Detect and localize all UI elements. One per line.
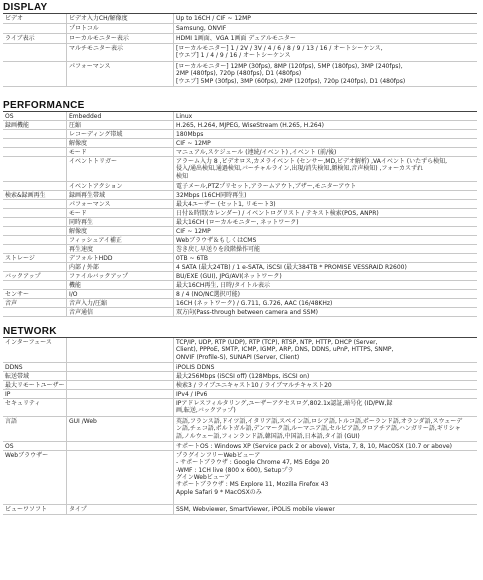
table-row [3, 121, 477, 130]
row-category: 言語 [5, 418, 18, 425]
table-row [3, 218, 477, 227]
row-value: Samsung, ONVIF [176, 25, 227, 32]
performance-table [3, 112, 477, 317]
table-row [3, 390, 477, 399]
table-row [3, 281, 477, 290]
row-value: CIF ~ 12MP [176, 228, 211, 235]
row-item: デフォルトHDD [69, 255, 113, 262]
row-category: 転送帯域 [5, 373, 30, 380]
table-row [3, 417, 477, 442]
row-value: 最大16CH (ローカルモニター, ネットワーク) [176, 219, 299, 226]
row-item: 圧縮 [69, 122, 82, 129]
row-item: 解像度 [69, 140, 88, 147]
row-value: 最大4ユーザー (セット1, リモート3) [176, 201, 276, 208]
row-category: ストレージ [5, 255, 35, 262]
table-row [3, 24, 477, 34]
row-category: OS [5, 443, 14, 450]
table-row [3, 505, 477, 515]
row-item: レコーディング帯域 [69, 131, 123, 138]
row-category: DDNS [5, 364, 23, 371]
row-value: IPv4 / IPv6 [176, 391, 208, 398]
table-row [3, 182, 477, 191]
row-value: Up to 16CH / CIF ~ 12MP [176, 15, 251, 22]
row-value: サポートOS : Windows XP (Service pack 2 or above), Vista, 7, 8, 10, MacOSX (10.7 or above) [176, 443, 453, 450]
section-title-performance: PERFORMANCE [3, 100, 477, 112]
row-value: BU/EXE (GUI), JPG/AVI(ネットワーク) [176, 273, 282, 280]
row-value: HDMI 1画面、VGA 1画面 デュアルモニター [176, 35, 296, 42]
table-row [3, 209, 477, 218]
row-item: モード [69, 149, 87, 156]
row-item: マルチモニター表示 [69, 45, 124, 52]
row-item: Embedded [69, 113, 102, 120]
row-item: タイプ [69, 506, 87, 513]
table-row [3, 34, 477, 44]
row-item: ファイルバックアップ [69, 273, 129, 280]
row-category: センサー [5, 291, 30, 298]
row-item: 機能 [69, 282, 82, 289]
row-value: アラーム入力 8 ,ビデオロス,カメライベント (センサー,MD,ビデオ解析) ,VAイベント (いたずら検知, 侵入/通出検知,通過検知,バーチャルライン,出現/消失検知,顔検知,音声検知) ,フォーカスずれ 検知 [176, 158, 448, 180]
table-row [3, 254, 477, 263]
table-row [3, 290, 477, 299]
row-value: 4 SATA (最大24TB) / 1 e-SATA, iSCSI (最大384TB * PROMISE VESSRAID R2600) [176, 264, 407, 271]
table-row [3, 112, 477, 121]
table-row [3, 263, 477, 272]
row-value: CIF ~ 12MP [176, 140, 211, 147]
row-category: バックアップ [5, 273, 41, 280]
row-item: 解像度 [69, 228, 88, 235]
row-category: Webブラウザー [5, 452, 49, 459]
row-value: [ローカルモニター] 12MP (30fps), 8MP (120fps), 5MP (180fps), 3MP (240fps), 2MP (480fps), 720p (480fps), D1 (480fps) [ウエブ] 5MP (30fps), 3MP (60fps), 2MP (120fps), 720p (240fps), D1 (480fps) [176, 63, 406, 85]
row-value: 最大256Mbps (iSCSI off) (128Mbps, iSCSI on) [176, 373, 310, 380]
table-row [3, 338, 477, 363]
row-value: TCP/IP, UDP, RTP (UDP), RTP (TCP), RTSP, NTP, HTTP, DHCP (Server, Client), PPPoE, SMTP, ICMP, IGMP, ARP, DNS, DDNS, uPnP, HTTPS, SNMP, ONVIF (Profile-S), SUNAPI (Server, Client) [176, 339, 394, 361]
table-row [3, 62, 477, 87]
row-value: マニュアル,スケジュール (連続/イベント) ,イベント (前/後) [176, 149, 337, 156]
row-item: イベントアクション [69, 183, 123, 190]
table-row [3, 227, 477, 236]
table-row [3, 381, 477, 390]
row-category: 最大リモートユーザー [5, 382, 65, 389]
row-value: プラグインフリーWebビューア - サポートブラウザ : Google Chrome 47, MS Edge 20 -WMF : 1CH live (800 x 600), Setupプラ グインWebビューア サポートブラウザ : MS Explore 11, Mozilla Firefox 43 Apple Safari 9 * MacOSXのみ [176, 452, 330, 496]
row-value: Webブラウザ＆もしくはCMS [176, 237, 257, 244]
row-item: プロトコル [69, 25, 99, 32]
row-category: セキュリティ [5, 400, 41, 407]
row-item: ビデオ入力CH/解像度 [69, 15, 128, 22]
row-value: 巻き戻し早送りを段階操作可能 [176, 246, 261, 253]
table-row [3, 272, 477, 281]
row-category: IP [5, 391, 11, 398]
row-item: パフォーマンス [69, 63, 111, 70]
row-value: 双方向(Pass-through between camera and SSM) [176, 309, 319, 316]
row-value: [ローカルモニター] 1 / 2V / 3V / 4 / 6 / 8 / 9 / 13 / 16 / オートシーケンス, [ウエブ] 1 / 4 / 9 / 16 / オートシーケンス [176, 45, 383, 60]
table-row [3, 451, 477, 505]
row-value: 電子メール,PTZプリセット,アラームアウト,ブザー,モニターアウト [176, 183, 357, 190]
table-row [3, 399, 477, 417]
row-value: 検索3 / ライブユニキャスト10 / ライブマルチキャスト20 [176, 382, 332, 389]
row-value: 0TB ~ 6TB [176, 255, 209, 262]
row-value: H.265, H.264, MJPEG, WiseStream (H.265, H.264) [176, 122, 324, 129]
row-value: IPアドレスフィルタリング,ユーザーアクセスログ,802.1x認証,暗号化 (ID/PW,録 画,転送,バックアップ) [176, 400, 393, 415]
table-row [3, 191, 477, 200]
row-item: 録画再生帯域 [69, 192, 106, 199]
row-category: 検索&録画再生 [5, 192, 46, 199]
row-value: SSM, Webviewer, SmartViewer, iPOLiS mobile viewer [176, 506, 335, 513]
table-row [3, 236, 477, 245]
row-value: 日付＆時間(カレンダー) / イベントログリスト / テキスト検索(POS, ANPR) [176, 210, 379, 217]
row-item: 再生速度 [69, 246, 94, 253]
table-row [3, 44, 477, 62]
row-value: 32Mbps (16CH同時再生) [176, 192, 247, 199]
table-row [3, 148, 477, 157]
table-row [3, 200, 477, 209]
row-item: 音声入力/圧縮 [69, 300, 108, 307]
row-value: iPOLIS DDNS [176, 364, 215, 371]
table-row [3, 139, 477, 148]
row-value: Linux [176, 113, 193, 120]
row-item: I/O [69, 291, 78, 298]
table-row [3, 130, 477, 139]
row-item: フィッシュアイ補正 [69, 237, 122, 244]
row-item: 音声通信 [69, 309, 94, 316]
table-row [3, 157, 477, 182]
table-row [3, 442, 477, 451]
row-item: 同時再生 [69, 219, 94, 226]
table-row [3, 14, 477, 24]
row-category: ビューワソフト [5, 506, 48, 513]
row-value: 16CH (ネットワーク) / G.711, G.726, AAC (16/48KHz) [176, 300, 333, 307]
row-item: パフォーマンス [69, 201, 111, 208]
row-item: イベントトリガー [69, 158, 117, 165]
table-row [3, 245, 477, 254]
display-table [3, 14, 477, 87]
section-title-display: DISPLAY [3, 2, 477, 14]
row-item: GUI /Web [69, 418, 97, 425]
row-category: ライブ表示 [5, 35, 35, 42]
row-item: モード [69, 210, 87, 217]
row-category: 録画機能 [5, 122, 30, 129]
network-table [3, 338, 477, 515]
row-category: ビデオ [5, 15, 23, 22]
table-row [3, 372, 477, 381]
table-row [3, 308, 477, 317]
table-row [3, 299, 477, 308]
row-category: インターフェース [5, 339, 52, 346]
row-value: 180Mbps [176, 131, 204, 138]
row-value: 英語,フランス語,ドイツ語,イタリア語,スペイン語,ロシア語,トルコ語,ポーランド語,オランダ語,スウェーデ ン語,チェコ語,ポルトガル語,デンマーク語,ルーマニア語,セルビア語,クロアチア語,ハンガリー語,ギリシャ 語,ノルウェー語,フィンランド語,韓国語,中国語,日本語,タイ語 (GUI) [176, 418, 463, 440]
row-value: 8 / 4 (NO/NC選択可能) [176, 291, 240, 298]
row-value: 最大16CH再生, 日時/タイトル表示 [176, 282, 271, 289]
table-row [3, 363, 477, 372]
row-category: OS [5, 113, 14, 120]
row-category: 音声 [5, 300, 18, 307]
row-item: 内部 / 外部 [69, 264, 99, 271]
row-item: ローカルモニター表示 [69, 35, 129, 42]
section-title-network: NETWORK [3, 326, 477, 338]
